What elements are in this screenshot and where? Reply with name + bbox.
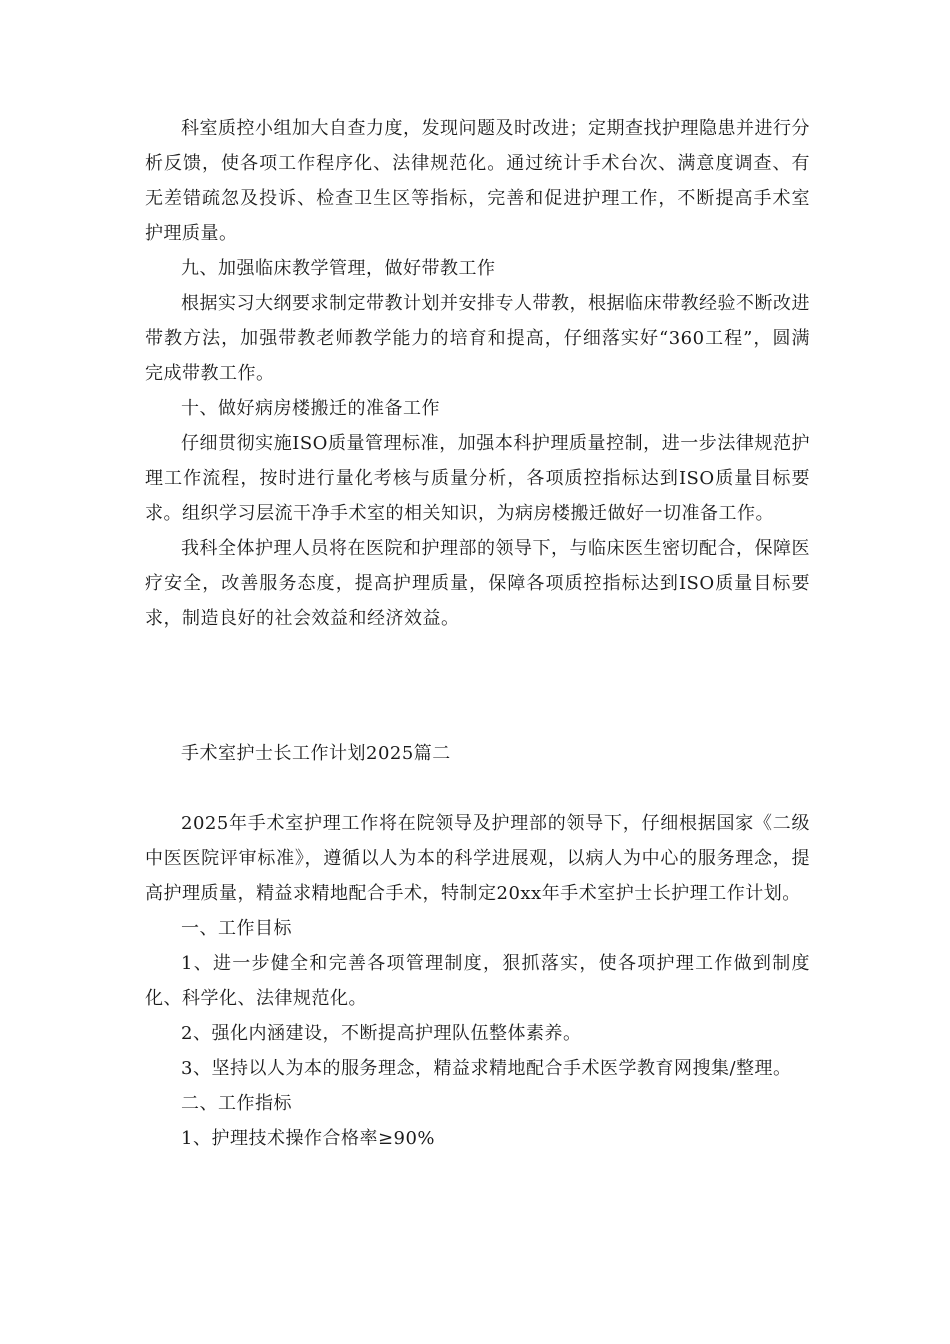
heading-work-indicators: 二、工作指标	[181, 1093, 292, 1114]
goal-item-3: 3、坚持以人为本的服务理念，精益求精地配合手术医学教育网搜集/整理。	[181, 1058, 792, 1079]
section-two-title: 手术室护士长工作计划2025篇二	[181, 743, 451, 764]
paragraph-quality-control: 科室质控小组加大自查力度，发现问题及时改进；定期查找护理隐患并进行分析反馈，使各项工作程序化、法律规范化。通过统计手术台次、满意度调查、有无差错疏忽及投诉、检查卫生区等指标，完善和促进护理工作，不断提高手术室护理质量。	[145, 118, 810, 244]
heading-work-goals: 一、工作目标	[181, 918, 292, 939]
goal-item-2: 2、强化内涵建设，不断提高护理队伍整体素养。	[181, 1023, 582, 1044]
goal-item-1: 1、进一步健全和完善各项管理制度，狠抓落实，使各项护理工作做到制度化、科学化、法律规范化。	[145, 953, 810, 1009]
paragraph-relocation: 仔细贯彻实施ISO质量管理标准，加强本科护理质量控制，进一步法律规范护理工作流程，按时进行量化考核与质量分析，各项质控指标达到ISO质量目标要求。组织学习层流干净手术室的相关知识，为病房楼搬迁做好一切准备工作。	[145, 433, 810, 524]
section-one	[145, 111, 810, 636]
indicator-item-1: 1、护理技术操作合格率≥90%	[181, 1128, 436, 1149]
paragraph-teaching: 根据实习大纲要求制定带教计划并安排专人带教，根据临床带教经验不断改进带教方法，加强带教老师教学能力的培育和提高，仔细落实好“360工程”，圆满完成带教工作。	[145, 293, 810, 384]
section-two	[145, 806, 810, 1156]
heading-nine-teaching: 九、加强临床教学管理，做好带教工作	[181, 258, 496, 279]
paragraph-conclusion: 我科全体护理人员将在医院和护理部的领导下，与临床医生密切配合，保障医疗安全，改善服务态度，提高护理质量，保障各项质控指标达到ISO质量目标要求，制造良好的社会效益和经济效益。	[145, 538, 810, 629]
paragraph-intro: 2025年手术室护理工作将在院领导及护理部的领导下，仔细根据国家《二级中医医院评审标准》，遵循以人为本的科学进展观，以病人为中心的服务理念，提高护理质量，精益求精地配合手术，特制定20xx年手术室护士长护理工作计划。	[145, 813, 810, 904]
heading-ten-relocation: 十、做好病房楼搬迁的准备工作	[181, 398, 440, 419]
